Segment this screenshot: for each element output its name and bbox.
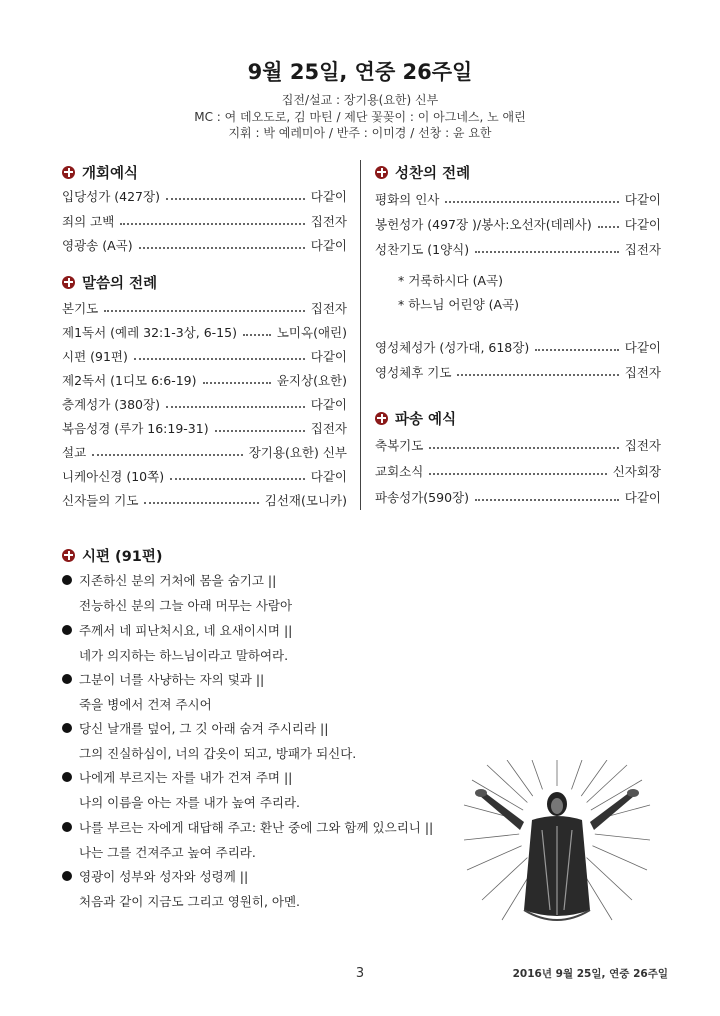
leader-dots xyxy=(166,406,305,408)
order-row xyxy=(62,185,347,205)
leader-dots xyxy=(457,374,618,376)
order-row xyxy=(62,465,347,485)
order-row xyxy=(375,460,661,480)
verse-text: 그분이 너를 사냥하는 자의 덫과 || xyxy=(79,672,265,687)
row-label: 죄의 고백 xyxy=(62,214,115,229)
psalm-verse xyxy=(62,768,292,786)
psalm-response: 그의 진실하심이, 너의 갑옷이 되고, 방패가 되신다. xyxy=(79,746,357,761)
order-row xyxy=(62,297,347,317)
order-row xyxy=(62,345,347,365)
row-label: 봉헌성가 (497장 )/봉사:오선자(데레사) xyxy=(375,217,592,232)
row-value: 다같이 xyxy=(624,217,661,232)
leader-dots xyxy=(598,226,619,228)
section-heading-label: 말씀의 전례 xyxy=(82,275,158,292)
row-label: 평화의 인사 xyxy=(375,192,440,207)
verse-text: 당신 날개를 덮어, 그 깃 아래 숨겨 주시리라 || xyxy=(79,721,329,736)
order-row xyxy=(375,238,661,258)
row-label: 신자들의 기도 xyxy=(62,493,139,508)
sub-item: * 하느님 어린양 (A곡) xyxy=(398,297,519,312)
order-row xyxy=(375,486,661,506)
leader-dots xyxy=(203,382,271,384)
leader-dots xyxy=(243,334,271,336)
row-value: 다같이 xyxy=(310,349,347,364)
row-value: 집전자 xyxy=(310,421,347,436)
order-row xyxy=(62,393,347,413)
order-row xyxy=(375,336,661,356)
row-label: 영성체성가 (성가대, 618장) xyxy=(375,340,530,355)
row-label: 니케아신경 (10쪽) xyxy=(62,469,165,484)
section-heading-psalm xyxy=(62,545,163,565)
leader-dots xyxy=(139,247,305,249)
row-label: 성찬기도 (1양식) xyxy=(375,242,470,257)
leader-dots xyxy=(445,201,618,203)
row-label: 층계성가 (380장) xyxy=(62,397,160,412)
psalm-verse xyxy=(62,818,433,836)
row-value: 다같이 xyxy=(310,469,347,484)
psalm-response: 나의 이름을 아는 자를 내가 높여 주리라. xyxy=(79,795,301,810)
cross-icon xyxy=(62,549,75,562)
leader-dots xyxy=(429,473,606,475)
verse-text: 나를 부르는 자에게 대답해 주고: 환난 중에 그와 함께 있으리니 || xyxy=(79,820,434,835)
credits-line: 집전/설교 : 장기용(요한) 신부 xyxy=(281,93,439,107)
section-heading-label: 시편 (91편) xyxy=(82,548,163,565)
row-label: 복음성경 (루가 16:19-31) xyxy=(62,421,209,436)
row-value: 집전자 xyxy=(624,365,661,380)
row-value: 다같이 xyxy=(310,189,347,204)
row-label: 시편 (91편) xyxy=(62,349,128,364)
psalm-verse xyxy=(62,621,292,639)
section-heading-dismissal xyxy=(375,408,456,428)
page-number: 3 xyxy=(355,966,365,981)
section-heading-label: 파송 예식 xyxy=(395,411,457,428)
section-heading-opening xyxy=(62,162,138,182)
credits xyxy=(0,92,720,142)
column-divider xyxy=(360,160,361,510)
psalm-response: 죽을 병에서 건져 주시어 xyxy=(79,697,212,712)
page-title: 9월 25일, 연중 26주일 xyxy=(247,60,473,84)
leader-dots xyxy=(134,358,305,360)
leader-dots xyxy=(429,447,618,449)
bullet-icon xyxy=(62,772,72,782)
leader-dots xyxy=(104,310,305,312)
row-value: 집전자 xyxy=(310,301,347,316)
order-row xyxy=(62,321,347,341)
order-row xyxy=(375,188,661,208)
row-value: 윤지상(요한) xyxy=(276,373,347,388)
row-value: 노미옥(애린) xyxy=(276,325,347,340)
verse-text: 영광이 성부와 성자와 성령께 || xyxy=(79,869,249,884)
row-label: 파송성가(590장) xyxy=(375,490,469,505)
bullet-icon xyxy=(62,575,72,585)
order-row xyxy=(62,369,347,389)
psalm-response: 전능하신 분의 그늘 아래 머무는 사람아 xyxy=(79,598,293,613)
row-value: 다같이 xyxy=(624,490,661,505)
bullet-icon xyxy=(62,674,72,684)
row-label: 본기도 xyxy=(62,301,99,316)
bullet-icon xyxy=(62,871,72,881)
leader-dots xyxy=(166,198,305,200)
order-row xyxy=(62,234,347,254)
row-value: 집전자 xyxy=(624,242,661,257)
leader-dots xyxy=(535,349,619,351)
section-heading-eucharist xyxy=(375,162,470,182)
credits-line: 지휘 : 박 예레미아 / 반주 : 이미경 / 선창 : 윤 요한 xyxy=(228,126,492,140)
psalm-response: 네가 의지하는 하느님이라고 말하여라. xyxy=(79,648,289,663)
psalm-verse xyxy=(62,867,248,885)
leader-dots xyxy=(475,499,619,501)
verse-text: 지존하신 분의 거처에 몸을 숨기고 || xyxy=(79,573,277,588)
row-value: 신자회장 xyxy=(612,464,661,479)
bullet-icon xyxy=(62,723,72,733)
row-label: 축복기도 xyxy=(375,438,424,453)
sub-item: * 거룩하시다 (A곡) xyxy=(398,273,503,288)
order-row xyxy=(375,434,661,454)
psalm-verse xyxy=(62,670,264,688)
leader-dots xyxy=(215,430,305,432)
order-row xyxy=(62,417,347,437)
order-row xyxy=(62,441,347,461)
row-value: 다같이 xyxy=(310,238,347,253)
order-row xyxy=(62,210,347,230)
psalm-response: 처음과 같이 지금도 그리고 영원히, 아멘. xyxy=(79,894,301,909)
cross-icon xyxy=(375,412,388,425)
psalm-response: 나는 그를 건져주고 높여 주리라. xyxy=(79,845,256,860)
row-label: 교회소식 xyxy=(375,464,424,479)
order-row xyxy=(375,213,661,233)
section-heading-label: 개회예식 xyxy=(82,165,139,182)
credits-line: MC : 여 데오도로, 김 마틴 / 제단 꽃꽂이 : 이 아그네스, 노 애린 xyxy=(194,109,526,124)
row-value: 다같이 xyxy=(624,192,661,207)
leader-dots xyxy=(92,454,243,456)
leader-dots xyxy=(144,502,258,504)
psalm-verse xyxy=(62,571,276,589)
bullet-icon xyxy=(62,625,72,635)
row-value: 집전자 xyxy=(624,438,661,453)
row-value: 집전자 xyxy=(310,214,347,229)
row-label: 입당성가 (427장) xyxy=(62,189,160,204)
verse-text: 주께서 네 피난처시요, 네 요새이시며 || xyxy=(79,623,293,638)
row-value: 김선재(모니카) xyxy=(264,493,347,508)
row-value: 장기용(요한) 신부 xyxy=(248,445,347,460)
row-label: 제1독서 (예레 32:1-3상, 6-15) xyxy=(62,325,237,340)
risen-christ-illustration xyxy=(462,760,652,930)
leader-dots xyxy=(120,223,304,225)
cross-icon xyxy=(62,166,75,179)
footer-date: 2016년 9월 25일, 연중 26주일 xyxy=(512,968,668,980)
order-row xyxy=(375,361,661,381)
psalm-verse xyxy=(62,719,328,737)
cross-icon xyxy=(375,166,388,179)
bullet-icon xyxy=(62,822,72,832)
verse-text: 나에게 부르지는 자를 내가 건져 주며 || xyxy=(79,770,293,785)
section-heading-label: 성찬의 전례 xyxy=(395,165,471,182)
row-label: 설교 xyxy=(62,445,87,460)
section-heading-word xyxy=(62,272,157,292)
leader-dots xyxy=(475,251,619,253)
row-label: 영성체후 기도 xyxy=(375,365,452,380)
row-label: 영광송 (A곡) xyxy=(62,238,133,253)
row-label: 제2독서 (1디모 6:6-19) xyxy=(62,373,197,388)
order-row xyxy=(62,489,347,509)
cross-icon xyxy=(62,276,75,289)
leader-dots xyxy=(170,478,305,480)
row-value: 다같이 xyxy=(310,397,347,412)
row-value: 다같이 xyxy=(624,340,661,355)
